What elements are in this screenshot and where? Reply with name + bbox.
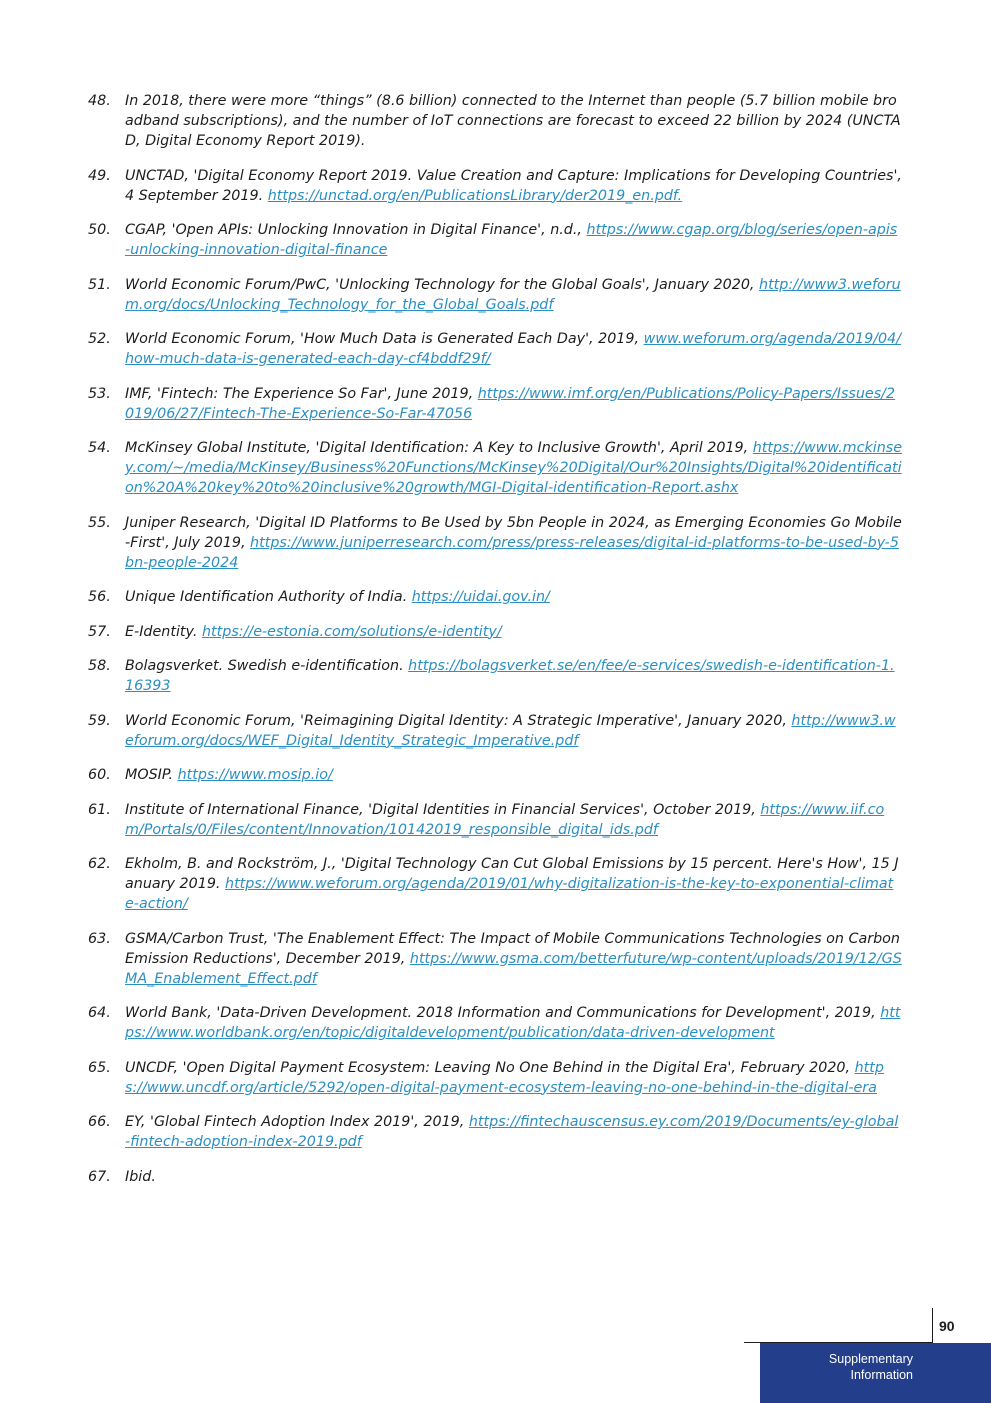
endnote-text: Ekholm, B. and Rockström, J., 'Digital Technology Can Cut Global Emissions by 15 percent. Here's How', 15 January 2019. [125,856,899,892]
endnote-number: 56. [88,589,111,605]
endnote-item [88,438,902,498]
endnote-text: MOSIP. [125,767,178,783]
endnote-number: 62. [88,856,111,872]
endnote-body [125,220,902,260]
endnote-link[interactable]: https://unctad.org/en/PublicationsLibrary/der2019_en.pdf. [267,187,683,204]
section-label-line2: Information [850,1368,913,1382]
endnote-text: World Economic Forum, 'Reimagining Digital Identity: A Strategic Imperative', January 2020, [125,712,792,729]
endnote-number: 53. [88,385,111,402]
endnote-text: IMF, 'Fintech: The Experience So Far', June 2019, [125,385,478,402]
section-label-line1: Supplementary [828,1352,913,1366]
endnote-text: EY, 'Global Fintech Adoption Index 2019', 2019, [125,1114,469,1130]
endnote-link[interactable]: https://www.juniperresearch.com/press/press-releases/digital-id-platforms-to-be-used-by-5bn-people-2024 [125,534,899,571]
endnote-number: 52. [88,331,111,347]
endnote-text: World Economic Forum, 'How Much Data is Generated Each Day', 2019, [125,331,644,347]
endnote-link[interactable]: https://fintechauscensus.ey.com/2019/Documents/ey-global-fintech-adoption-index-2019.pdf [125,1114,899,1150]
endnote-number: 54. [88,440,111,456]
endnote-text: Bolagsverket. Swedish e-identification. [125,658,409,674]
endnote-item [88,1167,902,1187]
endnote-item [88,656,902,696]
endnote-body [125,91,902,151]
endnote-item [88,1003,902,1043]
endnote-item [88,513,902,573]
endnote-item [88,166,902,206]
endnote-text: In 2018, there were more “things” (8.6 billion) connected to the Internet than people (5.7 billion mobile broadband subscriptions), and the number of IoT connections are forecast to exceed 22 billion by 2024 (UNCTAD, Digital Economy Report 2019). [125,93,901,149]
endnote-number: 58. [88,658,111,674]
endnote-body [125,438,902,498]
endnote-number: 67. [88,1168,111,1185]
endnote-body [125,1003,902,1043]
endnote-text: World Bank, 'Data-Driven Development. 2018 Information and Communications for Development', 2019, [125,1005,881,1021]
endnote-number: 64. [88,1005,111,1021]
endnote-number: 49. [88,167,111,184]
endnote-link[interactable]: https://bolagsverket.se/en/fee/e-services/swedish-e-identification-1.16393 [125,658,895,694]
endnote-text: Juniper Research, 'Digital ID Platforms to Be Used by 5bn People in 2024, as Emerging Economies Go Mobile-First', July 2019, [125,514,902,551]
endnote-link[interactable]: http://www3.weforum.org/docs/WEF_Digital_Identity_Strategic_Imperative.pdf [125,712,896,749]
endnote-body [125,587,902,607]
endnote-link[interactable]: https://uidai.gov.in/ [411,589,550,605]
endnote-text: UNCTAD, 'Digital Economy Report 2019. Value Creation and Capture: Implications for Developing Countries', 4 September 2019. [125,167,902,204]
endnote-number: 55. [88,514,111,531]
endnote-link[interactable]: http://www3.weforum.org/docs/Unlocking_Technology_for_the_Global_Goals.pdf [125,276,901,313]
endnote-link[interactable]: https://www.uncdf.org/article/5292/open-digital-payment-ecosystem-leaving-no-one-behind-in-the-digital-era [125,1059,884,1096]
endnote-text: CGAP, 'Open APIs: Unlocking Innovation in Digital Finance', n.d., [125,222,587,238]
endnote-item [88,91,902,151]
endnote-link[interactable]: https://www.worldbank.org/en/topic/digitaldevelopment/publication/data-driven-development [125,1005,901,1041]
endnote-body [125,765,902,785]
endnote-text: McKinsey Global Institute, 'Digital Identification: A Key to Inclusive Growth', April 2019, [125,440,753,456]
endnote-body [125,1058,902,1098]
endnote-body [125,166,902,206]
endnote-item [88,1058,902,1098]
endnote-body [125,622,902,642]
endnote-body [125,513,902,573]
endnote-item [88,929,902,989]
endnote-body [125,1167,902,1187]
endnote-text: World Economic Forum/PwC, 'Unlocking Technology for the Global Goals', January 2020, [125,276,760,293]
endnote-item [88,275,902,315]
endnote-number: 65. [88,1059,111,1076]
page-number: 90 [939,1318,955,1334]
endnote-number: 48. [88,93,111,109]
endnote-number: 63. [88,930,111,947]
endnote-number: 59. [88,712,111,729]
endnote-body [125,854,902,914]
endnote-item [88,800,902,840]
endnote-number: 60. [88,767,111,783]
endnote-body [125,929,902,989]
endnote-link[interactable]: https://www.weforum.org/agenda/2019/01/why-digitalization-is-the-key-to-exponential-climate-action/ [125,876,894,912]
endnote-item [88,711,902,751]
endnote-link[interactable]: https://www.iif.com/Portals/0/Files/content/Innovation/10142019_responsible_digital_ids.pdf [125,801,885,838]
section-label [760,1351,913,1383]
endnote-number: 51. [88,276,111,293]
endnote-body [125,711,902,751]
endnote-link[interactable]: https://www.imf.org/en/Publications/Policy-Papers/Issues/2019/06/27/Fintech-The-Experience-So-Far-47056 [125,385,896,422]
endnote-link[interactable]: https://e-estonia.com/solutions/e-identity/ [201,623,502,640]
endnote-item [88,220,902,260]
endnote-text: Ibid. [125,1168,156,1185]
endnote-link[interactable]: https://www.gsma.com/betterfuture/wp-content/uploads/2019/12/GSMA_Enablement_Effect.pdf [125,950,902,987]
endnote-item [88,329,902,369]
endnote-item [88,384,902,424]
endnote-number: 57. [88,623,111,640]
endnote-item [88,854,902,914]
endnote-body [125,1112,902,1152]
endnote-item [88,587,902,607]
endnote-number: 66. [88,1114,111,1130]
endnote-item [88,1112,902,1152]
endnote-body [125,329,902,369]
endnote-text: E-Identity. [125,623,202,640]
endnote-number: 61. [88,801,111,818]
endnote-link[interactable]: https://www.mosip.io/ [177,767,333,783]
endnotes-list [88,91,902,1201]
endnote-body [125,656,902,696]
endnote-text: GSMA/Carbon Trust, 'The Enablement Effect: The Impact of Mobile Communications Technologies on Carbon Emission Reductions', December 2019, [125,930,900,967]
endnote-item [88,765,902,785]
endnote-text: UNCDF, 'Open Digital Payment Ecosystem: Leaving No One Behind in the Digital Era', February 2020, [125,1059,855,1076]
endnote-body [125,800,902,840]
endnote-body [125,275,902,315]
endnote-link[interactable]: https://www.mckinsey.com/~/media/McKinsey/Business%20Functions/McKinsey%20Digital/Our%20Insights/Digital%20identification%20A%20key%20to%20inclusive%20growth/MGI-Digital-identification-Report.ashx [125,440,903,496]
endnote-text: Institute of International Finance, 'Digital Identities in Financial Services', October 2019, [125,801,761,818]
endnote-item [88,622,902,642]
endnote-link[interactable]: www.weforum.org/agenda/2019/04/how-much-data-is-generated-each-day-cf4bddf29f/ [125,331,902,367]
endnote-link[interactable]: https://www.cgap.org/blog/series/open-apis-unlocking-innovation-digital-finance [125,222,898,258]
endnote-body [125,384,902,424]
endnote-number: 50. [88,222,111,238]
endnote-text: Unique Identification Authority of India. [125,589,412,605]
